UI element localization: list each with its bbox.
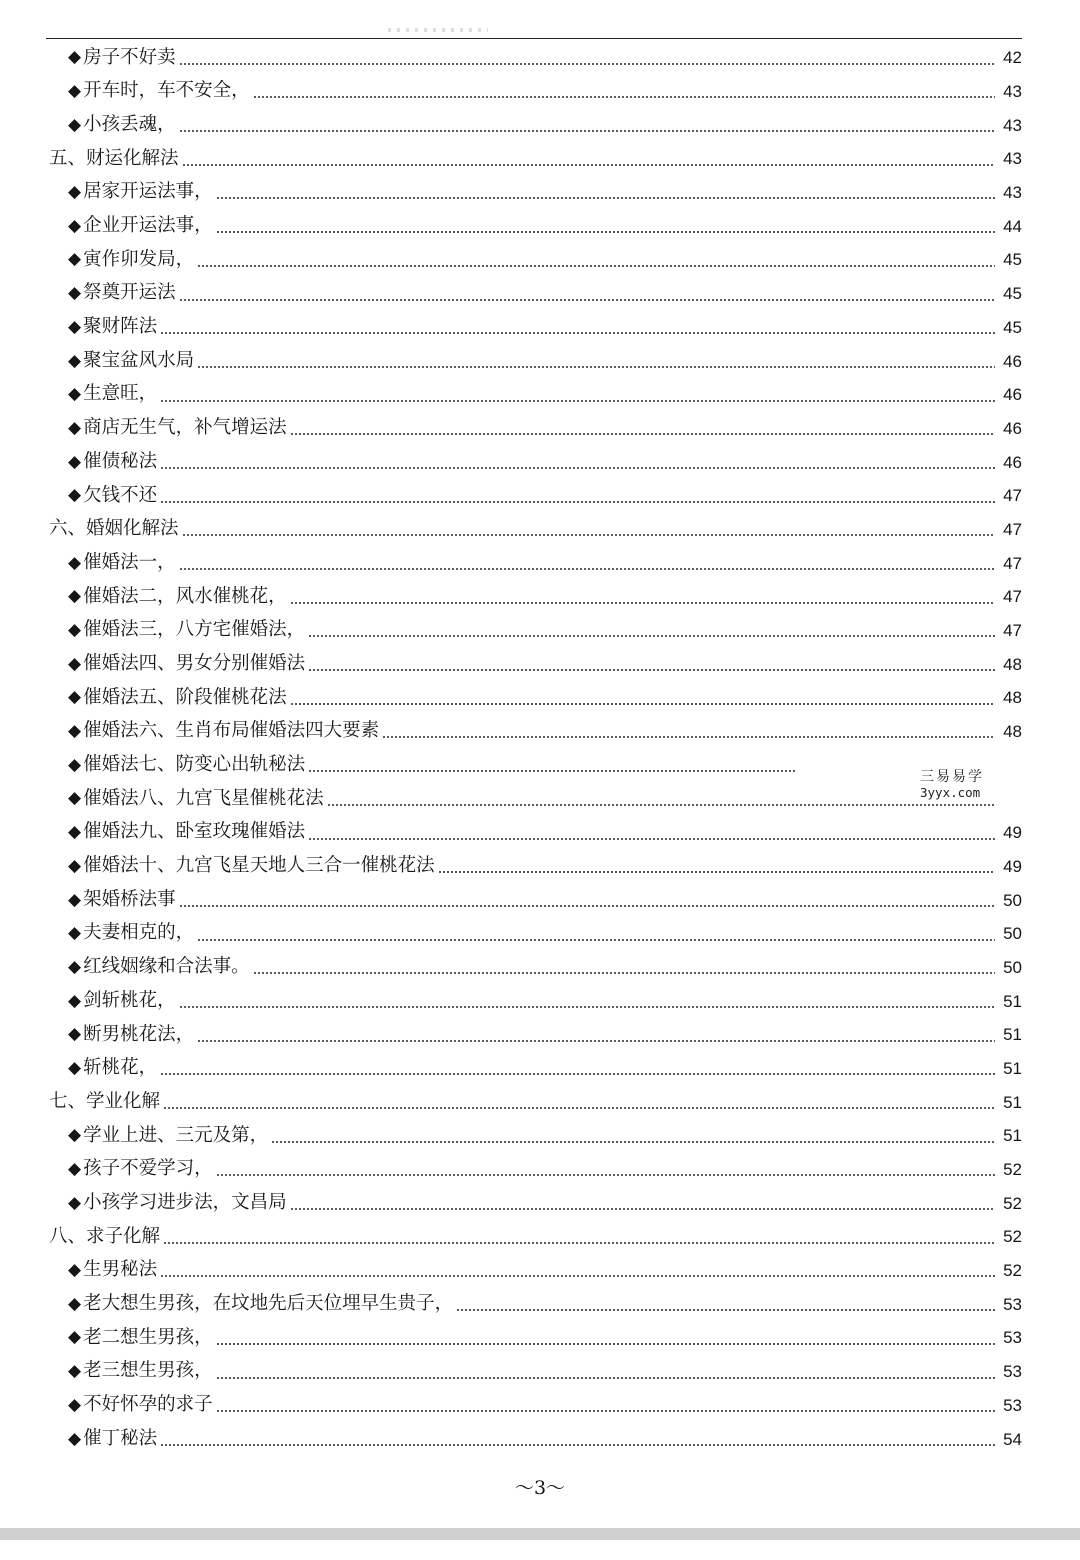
toc-page-number: 45 bbox=[1003, 250, 1022, 270]
page-number: ～3～ bbox=[514, 1477, 566, 1499]
toc-page-number: 49 bbox=[1003, 856, 1022, 876]
dot-leader bbox=[182, 164, 995, 166]
toc-entry bbox=[46, 984, 1022, 1018]
toc-page-number: 50 bbox=[1003, 957, 1022, 977]
toc-entry-title: 六、婚姻化解法 bbox=[49, 518, 179, 540]
toc-entry-title: 房子不好卖 bbox=[83, 46, 176, 68]
toc-page-number: 53 bbox=[1003, 1328, 1022, 1348]
toc-entry bbox=[46, 1254, 1022, 1288]
toc-page-number: 42 bbox=[1003, 48, 1022, 68]
diamond-bullet-icon: ◆ bbox=[68, 1125, 82, 1146]
toc-entry bbox=[46, 614, 1022, 648]
toc-page-number: 48 bbox=[1003, 654, 1022, 674]
dot-leader bbox=[456, 1309, 995, 1311]
diamond-bullet-icon: ◆ bbox=[68, 687, 82, 708]
toc-entry-title: 催婚法九、卧室玫瑰催婚法 bbox=[83, 821, 306, 843]
toc-page-number: 49 bbox=[1003, 823, 1022, 843]
toc-entry-title: 祭奠开运法 bbox=[83, 282, 176, 304]
toc-entry bbox=[46, 546, 1022, 580]
toc-entry-title: 小孩丢魂， bbox=[83, 113, 176, 135]
toc-entry-title: 催婚法一， bbox=[83, 551, 176, 573]
dot-leader bbox=[197, 1040, 995, 1042]
diamond-bullet-icon: ◆ bbox=[68, 316, 82, 337]
toc-entry-title: 欠钱不还 bbox=[83, 484, 158, 506]
toc-page-number: 52 bbox=[1003, 1227, 1022, 1247]
toc-entry-title: 红线姻缘和合法事。 bbox=[83, 956, 250, 978]
toc-entry-title: 催婚法八、九宫飞星催桃花法 bbox=[83, 787, 324, 809]
toc-page-number: 47 bbox=[1003, 587, 1022, 607]
toc-entry bbox=[46, 580, 1022, 614]
toc-entry-title: 七、学业化解 bbox=[49, 1090, 161, 1112]
toc-entry-title: 居家开运法事， bbox=[83, 181, 213, 203]
toc-entry bbox=[46, 1422, 1022, 1456]
toc-entry bbox=[46, 782, 1022, 816]
dot-leader bbox=[179, 130, 995, 132]
diamond-bullet-icon: ◆ bbox=[68, 1428, 82, 1449]
dot-leader bbox=[253, 972, 995, 974]
dot-leader bbox=[271, 1141, 995, 1143]
toc-page-number: 51 bbox=[1003, 1025, 1022, 1045]
toc-entry-title: 老三想生男孩， bbox=[83, 1360, 213, 1382]
dot-leader bbox=[160, 1275, 995, 1277]
toc-entry-title: 生男秘法 bbox=[83, 1259, 158, 1281]
toc-page-number: 51 bbox=[1003, 1092, 1022, 1112]
toc-entry-title: 老二想生男孩， bbox=[83, 1326, 213, 1348]
diamond-bullet-icon: ◆ bbox=[68, 956, 82, 977]
toc-page-number: 51 bbox=[1003, 1126, 1022, 1146]
dot-leader bbox=[216, 1343, 995, 1345]
diamond-bullet-icon: ◆ bbox=[68, 1192, 82, 1213]
toc-entry bbox=[46, 176, 1022, 210]
toc-entry bbox=[46, 1321, 1022, 1355]
diamond-bullet-icon: ◆ bbox=[68, 249, 82, 270]
dot-leader bbox=[308, 770, 796, 772]
toc-entry-title: 架婚桥法事 bbox=[83, 888, 176, 910]
dot-leader bbox=[216, 197, 995, 199]
diamond-bullet-icon: ◆ bbox=[68, 384, 82, 405]
diamond-bullet-icon: ◆ bbox=[68, 451, 82, 472]
toc-page-number: 48 bbox=[1003, 722, 1022, 742]
toc-page-number: 45 bbox=[1003, 317, 1022, 337]
toc-entry-title: 五、财运化解法 bbox=[49, 147, 179, 169]
watermark-name: 三易易学 bbox=[920, 769, 984, 785]
diamond-bullet-icon: ◆ bbox=[68, 1260, 82, 1281]
diamond-bullet-icon: ◆ bbox=[68, 1057, 82, 1078]
toc-entry-title: 催婚法七、防变心出轨秘法 bbox=[83, 754, 306, 776]
toc-entry-title: 老大想生男孩，在坟地先后天位埋早生贵子， bbox=[83, 1293, 454, 1315]
dot-leader bbox=[163, 1107, 995, 1109]
dot-leader bbox=[290, 602, 995, 604]
toc-entry-title: 催婚法五、阶段催桃花法 bbox=[83, 686, 287, 708]
toc-entry-title: 不好怀孕的求子 bbox=[83, 1394, 213, 1416]
toc-entry-title: 催婚法六、生肖布局催婚法四大要素 bbox=[83, 720, 380, 742]
toc-entry bbox=[46, 479, 1022, 513]
diamond-bullet-icon: ◆ bbox=[68, 855, 82, 876]
toc-entry-title: 聚财阵法 bbox=[83, 316, 158, 338]
dot-leader bbox=[179, 63, 995, 65]
diamond-bullet-icon: ◆ bbox=[68, 822, 82, 843]
toc-page-number: 46 bbox=[1003, 385, 1022, 405]
toc-page-number: 43 bbox=[1003, 149, 1022, 169]
toc-page-number: 47 bbox=[1003, 553, 1022, 573]
toc-entry bbox=[46, 378, 1022, 412]
toc-entry-title: 聚宝盆风水局 bbox=[83, 349, 195, 371]
toc-entry bbox=[46, 75, 1022, 109]
toc-section-entry bbox=[46, 1085, 1022, 1119]
toc-entry-title: 开车时，车不安全， bbox=[83, 80, 250, 102]
diamond-bullet-icon: ◆ bbox=[68, 215, 82, 236]
toc-page-number: 53 bbox=[1003, 1395, 1022, 1415]
toc-entry-title: 商店无生气，补气增运法 bbox=[83, 417, 287, 439]
dot-leader bbox=[290, 703, 995, 705]
toc-entry bbox=[46, 344, 1022, 378]
toc-entry-title: 催婚法三，八方宅催婚法， bbox=[83, 619, 306, 641]
toc-entry bbox=[46, 748, 1022, 782]
dot-leader bbox=[160, 467, 995, 469]
diamond-bullet-icon: ◆ bbox=[68, 182, 82, 203]
toc-page-number: 45 bbox=[1003, 284, 1022, 304]
header-rule bbox=[46, 38, 1022, 39]
toc-entry-title: 斩桃花， bbox=[83, 1057, 158, 1079]
toc-page-number: 53 bbox=[1003, 1362, 1022, 1382]
dot-leader bbox=[290, 1208, 995, 1210]
dot-leader bbox=[438, 871, 995, 873]
toc-entry-title: 企业开运法事， bbox=[83, 215, 213, 237]
dot-leader bbox=[253, 96, 995, 98]
diamond-bullet-icon: ◆ bbox=[68, 417, 82, 438]
diamond-bullet-icon: ◆ bbox=[68, 1024, 82, 1045]
toc-entry bbox=[46, 647, 1022, 681]
scan-artifact bbox=[388, 28, 488, 32]
toc-entry bbox=[46, 681, 1022, 715]
dot-leader bbox=[308, 669, 995, 671]
toc-page-number: 52 bbox=[1003, 1261, 1022, 1281]
toc-page-number: 43 bbox=[1003, 82, 1022, 102]
toc-entry bbox=[46, 41, 1022, 75]
toc-entry bbox=[46, 850, 1022, 884]
toc-entry bbox=[46, 1287, 1022, 1321]
toc-page-number: 46 bbox=[1003, 418, 1022, 438]
diamond-bullet-icon: ◆ bbox=[68, 350, 82, 371]
diamond-bullet-icon: ◆ bbox=[68, 1361, 82, 1382]
toc-page-number: 50 bbox=[1003, 924, 1022, 944]
dot-leader bbox=[216, 1410, 995, 1412]
diamond-bullet-icon: ◆ bbox=[68, 114, 82, 135]
dot-leader bbox=[160, 332, 995, 334]
toc-entry-title: 剑斩桃花， bbox=[83, 989, 176, 1011]
toc-page-number: 47 bbox=[1003, 486, 1022, 506]
toc-page-number: 51 bbox=[1003, 991, 1022, 1011]
diamond-bullet-icon: ◆ bbox=[68, 1327, 82, 1348]
diamond-bullet-icon: ◆ bbox=[68, 990, 82, 1011]
diamond-bullet-icon: ◆ bbox=[68, 1159, 82, 1180]
toc-entry-title: 学业上进、三元及第， bbox=[83, 1124, 269, 1146]
toc-entry bbox=[46, 277, 1022, 311]
watermark-url: 3yyx.com bbox=[920, 785, 981, 800]
diamond-bullet-icon: ◆ bbox=[68, 552, 82, 573]
toc-page-number: 52 bbox=[1003, 1160, 1022, 1180]
toc-entry bbox=[46, 311, 1022, 345]
dot-leader bbox=[160, 1444, 995, 1446]
toc-entry bbox=[46, 917, 1022, 951]
toc-entry-title: 夫妻相克的， bbox=[83, 922, 195, 944]
toc-entry-title: 孩子不爱学习， bbox=[83, 1158, 213, 1180]
diamond-bullet-icon: ◆ bbox=[68, 586, 82, 607]
toc-entry-title: 生意旺， bbox=[83, 383, 158, 405]
diamond-bullet-icon: ◆ bbox=[68, 754, 82, 775]
toc-entry-title: 小孩学习进步法，文昌局 bbox=[83, 1191, 287, 1213]
toc-entry bbox=[46, 951, 1022, 985]
toc-entry-title: 催债秘法 bbox=[83, 450, 158, 472]
table-of-contents bbox=[46, 41, 1022, 1456]
toc-page-number: 47 bbox=[1003, 621, 1022, 641]
toc-page-number: 44 bbox=[1003, 216, 1022, 236]
toc-entry bbox=[46, 243, 1022, 277]
toc-entry-title: 断男桃花法， bbox=[83, 1023, 195, 1045]
dot-leader bbox=[290, 433, 995, 435]
toc-entry bbox=[46, 1153, 1022, 1187]
dot-leader bbox=[163, 1242, 995, 1244]
toc-page-number: 48 bbox=[1003, 688, 1022, 708]
toc-page-number: 53 bbox=[1003, 1294, 1022, 1314]
dot-leader bbox=[179, 299, 995, 301]
toc-page-number: 46 bbox=[1003, 351, 1022, 371]
toc-entry bbox=[46, 1018, 1022, 1052]
dot-leader bbox=[160, 501, 995, 503]
toc-page-number: 43 bbox=[1003, 183, 1022, 203]
diamond-bullet-icon: ◆ bbox=[68, 923, 82, 944]
toc-page-number: 50 bbox=[1003, 890, 1022, 910]
toc-entry bbox=[46, 715, 1022, 749]
dot-leader bbox=[308, 838, 995, 840]
dot-leader bbox=[182, 534, 995, 536]
diamond-bullet-icon: ◆ bbox=[68, 81, 82, 102]
dot-leader bbox=[179, 1006, 995, 1008]
dot-leader bbox=[197, 366, 995, 368]
diamond-bullet-icon: ◆ bbox=[68, 620, 82, 641]
diamond-bullet-icon: ◆ bbox=[68, 47, 82, 68]
diamond-bullet-icon: ◆ bbox=[68, 485, 82, 506]
diamond-bullet-icon: ◆ bbox=[68, 788, 82, 809]
toc-entry bbox=[46, 1355, 1022, 1389]
toc-page-number: 51 bbox=[1003, 1058, 1022, 1078]
toc-page-number: 46 bbox=[1003, 452, 1022, 472]
dot-leader bbox=[179, 568, 995, 570]
toc-entry bbox=[46, 1389, 1022, 1423]
dot-leader bbox=[308, 635, 995, 637]
toc-entry bbox=[46, 1186, 1022, 1220]
dot-leader bbox=[197, 939, 995, 941]
toc-section-entry bbox=[46, 1220, 1022, 1254]
dot-leader bbox=[160, 1073, 995, 1075]
toc-section-entry bbox=[46, 142, 1022, 176]
toc-entry-title: 催婚法十、九宫飞星天地人三合一催桃花法 bbox=[83, 855, 435, 877]
diamond-bullet-icon: ◆ bbox=[68, 1293, 82, 1314]
toc-entry bbox=[46, 1052, 1022, 1086]
diamond-bullet-icon: ◆ bbox=[68, 721, 82, 742]
diamond-bullet-icon: ◆ bbox=[68, 1394, 82, 1415]
toc-page-number: 43 bbox=[1003, 115, 1022, 135]
diamond-bullet-icon: ◆ bbox=[68, 889, 82, 910]
dot-leader bbox=[160, 400, 995, 402]
dot-leader bbox=[382, 736, 995, 738]
toc-entry-title: 催婚法二，风水催桃花， bbox=[83, 585, 287, 607]
toc-page-number: 54 bbox=[1003, 1429, 1022, 1449]
toc-entry bbox=[46, 412, 1022, 446]
dot-leader bbox=[216, 1377, 995, 1379]
watermark bbox=[908, 760, 996, 804]
dot-leader bbox=[197, 265, 995, 267]
diamond-bullet-icon: ◆ bbox=[68, 283, 82, 304]
scan-edge-band bbox=[0, 1528, 1080, 1540]
toc-page-number: 47 bbox=[1003, 519, 1022, 539]
dot-leader bbox=[327, 804, 995, 806]
toc-entry-title: 催丁秘法 bbox=[83, 1427, 158, 1449]
toc-entry bbox=[46, 445, 1022, 479]
dot-leader bbox=[179, 905, 995, 907]
toc-page-number: 52 bbox=[1003, 1193, 1022, 1213]
toc-entry bbox=[46, 209, 1022, 243]
dot-leader bbox=[216, 1174, 995, 1176]
toc-entry bbox=[46, 108, 1022, 142]
toc-entry bbox=[46, 1119, 1022, 1153]
toc-entry-title: 八、求子化解 bbox=[49, 1225, 161, 1247]
toc-entry-title: 寅作卯发局， bbox=[83, 248, 195, 270]
toc-entry bbox=[46, 883, 1022, 917]
diamond-bullet-icon: ◆ bbox=[68, 653, 82, 674]
toc-section-entry bbox=[46, 513, 1022, 547]
dot-leader bbox=[216, 231, 995, 233]
toc-entry bbox=[46, 816, 1022, 850]
toc-entry-title: 催婚法四、男女分别催婚法 bbox=[83, 652, 306, 674]
